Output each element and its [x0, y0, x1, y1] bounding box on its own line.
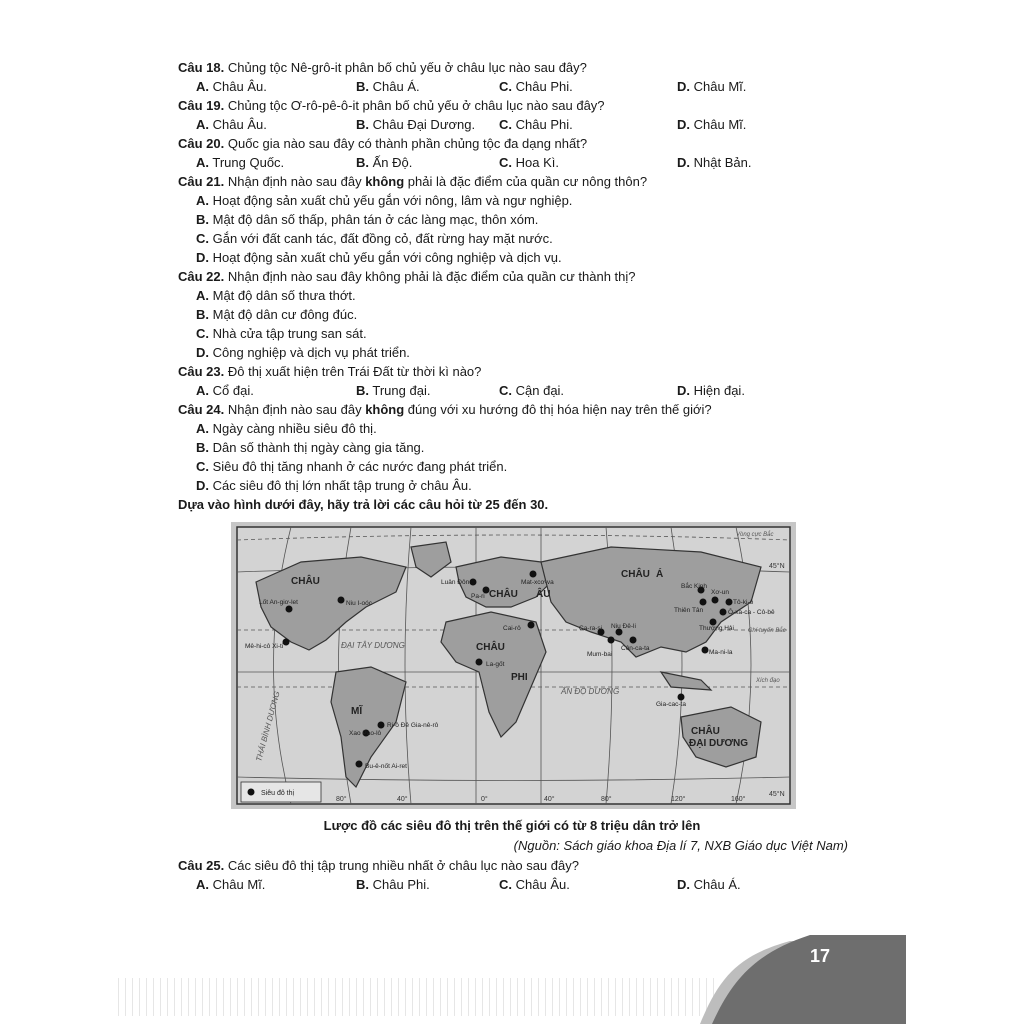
svg-text:Xao Pao-lô: Xao Pao-lô	[349, 730, 382, 737]
option-c: C. Cận đại.	[499, 383, 565, 398]
svg-text:Xích đạo: Xích đạo	[756, 678, 780, 684]
question-label: Câu 18.	[178, 60, 225, 75]
city-dot	[720, 609, 727, 616]
question-label: Câu 23.	[178, 364, 225, 379]
option-b: B. Mật độ dân số thấp, phân tán ở các làng mạc, thôn xóm.	[196, 212, 539, 227]
svg-text:Côn-ca-ta: Côn-ca-ta	[621, 645, 650, 652]
options-20	[178, 153, 898, 172]
question-25	[178, 856, 898, 875]
svg-text:160°: 160°	[731, 796, 746, 803]
city-dot	[286, 606, 293, 613]
city-dot	[356, 761, 363, 768]
option-d: D. Hiện đại.	[677, 383, 745, 398]
question-22	[178, 267, 898, 286]
label-indian: ẤN ĐỘ DƯƠNG	[561, 687, 620, 696]
label-atlantic: ĐẠI TÂY DƯƠNG	[341, 641, 405, 650]
question-20	[178, 134, 898, 153]
svg-text:Mê-hi-cô Xi-ti: Mê-hi-cô Xi-ti	[245, 643, 284, 650]
svg-text:120°: 120°	[671, 796, 686, 803]
option-d: D. Công nghiệp và dịch vụ phát triển.	[196, 345, 410, 360]
label-na: CHÂU	[291, 576, 320, 587]
option-a: A. Hoạt động sản xuất chủ yếu gắn với nông, lâm và ngư nghiệp.	[196, 193, 573, 208]
option-b: B. Trung đại.	[356, 383, 431, 398]
option-a: A. Trung Quốc.	[196, 155, 285, 170]
option-b: B. Ấn Độ.	[356, 155, 413, 170]
option-d: D. Hoạt động sản xuất chủ yếu gắn với công nghiệp và dịch vụ.	[196, 250, 562, 265]
option-b: B. Dân số thành thị ngày càng gia tăng.	[196, 440, 425, 455]
city-dot	[338, 597, 345, 604]
map-legend	[241, 782, 321, 802]
svg-text:La-gốt: La-gốt	[486, 661, 505, 668]
city-dot	[702, 647, 709, 654]
legend-dot	[248, 789, 255, 796]
map-source: (Nguồn: Sách giáo khoa Địa lí 7, NXB Giáo dục Việt Nam)	[513, 838, 848, 853]
svg-text:Niu I-oóc: Niu I-oóc	[346, 600, 373, 607]
svg-text:45°N: 45°N	[769, 791, 785, 798]
option-c: C. Nhà cửa tập trung san sát.	[196, 326, 367, 341]
question-25-block	[178, 856, 898, 894]
svg-text:80°: 80°	[601, 796, 612, 803]
svg-text:Ri-ô Đê Gia-nê-rô: Ri-ô Đê Gia-nê-rô	[387, 722, 439, 729]
option-a: A. Cổ đại.	[196, 383, 254, 398]
question-24: Câu 24. Nhận định nào sau đây không đúng với xu hướng đô thị hóa hiện nay trên thế giới?	[178, 402, 712, 417]
city-dot	[476, 659, 483, 666]
city-dot	[630, 637, 637, 644]
label-asia-1: CHÂU	[621, 569, 650, 580]
svg-text:Ma-ni-la: Ma-ni-la	[709, 649, 733, 656]
question-label: Câu 20.	[178, 136, 225, 151]
page-number-tab	[700, 935, 906, 1024]
option-d: D. Châu Mĩ.	[677, 117, 747, 132]
city-dot	[700, 599, 707, 606]
options-23	[178, 381, 898, 400]
city-dot	[528, 622, 535, 629]
label-pacific: THÁI BÌNH DƯƠNG	[254, 690, 282, 763]
label-oceania-2: ĐẠI DƯƠNG	[689, 738, 749, 749]
question-list	[178, 58, 898, 514]
svg-text:Lốt An-giơ-let: Lốt An-giơ-let	[259, 599, 298, 606]
svg-text:Luân Đôn: Luân Đôn	[441, 579, 470, 586]
option-d: D. Nhật Bản.	[677, 155, 752, 170]
page-number: 17	[810, 946, 831, 966]
label-asia-2: Á	[656, 569, 664, 580]
option-d: D. Các siêu đô thị lớn nhất tập trung ở châu Âu.	[196, 478, 472, 493]
question-label: Câu 19.	[178, 98, 225, 113]
question-label: Câu 21.	[178, 174, 225, 189]
city-dot	[712, 597, 719, 604]
svg-text:0°: 0°	[481, 796, 488, 803]
svg-text:40°: 40°	[544, 796, 555, 803]
option-a: A. Châu Âu.	[196, 117, 267, 132]
svg-text:Cai-rô: Cai-rô	[503, 625, 521, 632]
option-b: B. Châu Đại Dương.	[356, 117, 476, 132]
svg-text:80°: 80°	[336, 796, 347, 803]
question-text: Chủng tộc Nê-grô-it phân bố chủ yếu ở châu lục nào sau đây?	[224, 60, 587, 75]
legend-label: Siêu đô thị	[261, 790, 295, 797]
question-label: Câu 24.	[178, 402, 225, 417]
svg-text:Tô-ki-ô: Tô-ki-ô	[733, 599, 754, 606]
question-text: Nhận định nào sau đây không phải là đặc điểm của quần cư thành thị?	[224, 269, 636, 284]
svg-text:Pa-ri: Pa-ri	[471, 593, 485, 600]
city-dot	[678, 694, 685, 701]
option-c: C. Gắn với đất canh tác, đất đồng cỏ, đất rừng hay mặt nước.	[196, 231, 553, 246]
svg-text:Xơ-un: Xơ-un	[711, 589, 729, 596]
svg-text:Ô-xa-ca - Cô-bê: Ô-xa-ca - Cô-bê	[728, 609, 775, 616]
svg-text:Bắc Kinh: Bắc Kinh	[681, 583, 708, 590]
svg-text:Vòng cực Bắc: Vòng cực Bắc	[736, 532, 774, 538]
map-caption: Lược đồ các siêu đô thị trên thế giới có từ 8 triệu dân trở lên	[323, 818, 701, 833]
label-oceania-1: CHÂU	[691, 726, 720, 737]
label-africa-1: CHÂU	[476, 642, 505, 653]
option-a: A. Mật độ dân số thưa thớt.	[196, 288, 356, 303]
label-sa: MĨ	[351, 706, 363, 717]
option-c: C. Châu Phi.	[499, 79, 573, 94]
label-europe-2: ÂU	[536, 589, 551, 600]
question-text: Đô thị xuất hiện trên Trái Đất từ thời kì nào?	[224, 364, 482, 379]
option-c: C. Châu Âu.	[499, 877, 570, 892]
option-b: B. Châu Á.	[356, 79, 420, 94]
option-a: A. Ngày càng nhiều siêu đô thị.	[196, 421, 377, 436]
question-21: Câu 21. Nhận định nào sau đây không phải là đặc điểm của quần cư nông thôn?	[178, 174, 648, 189]
question-18	[178, 58, 898, 77]
svg-text:Bu-ê-nốt Ai-ret: Bu-ê-nốt Ai-ret	[365, 763, 407, 770]
option-d: D. Châu Mĩ.	[677, 79, 747, 94]
city-dot	[530, 571, 537, 578]
option-c: C. Châu Phi.	[499, 117, 573, 132]
svg-text:45°N: 45°N	[769, 563, 785, 570]
question-label: Câu 25.	[178, 858, 225, 873]
city-dot	[608, 637, 615, 644]
question-19	[178, 96, 898, 115]
svg-text:Thiên Tân: Thiên Tân	[674, 607, 704, 614]
svg-text:Gia-cac-ta: Gia-cac-ta	[656, 701, 686, 708]
question-text: Chủng tộc Ơ-rô-pê-ô-it phân bố chủ yếu ở châu lục nào sau đây?	[224, 98, 605, 113]
label-europe-1: CHÂU	[489, 589, 518, 600]
option-a: A. Châu Âu.	[196, 79, 267, 94]
options-19	[178, 115, 898, 134]
options-25	[178, 875, 898, 894]
question-23	[178, 362, 898, 381]
city-dot	[378, 722, 385, 729]
question-text: Quốc gia nào sau đây có thành phần chủng tộc đa dạng nhất?	[224, 136, 588, 151]
option-c: C. Siêu đô thị tăng nhanh ở các nước đang phát triển.	[196, 459, 508, 474]
city-dot	[726, 599, 733, 606]
svg-text:Thượng Hải: Thượng Hải	[699, 625, 734, 632]
world-megacities-map	[231, 522, 796, 809]
city-dot	[470, 579, 477, 586]
option-b: B. Châu Phi.	[356, 877, 430, 892]
svg-text:Chí tuyến Bắc: Chí tuyến Bắc	[748, 628, 786, 634]
svg-text:Ca-ra-si: Ca-ra-si	[579, 625, 603, 632]
options-18	[178, 77, 898, 96]
footer-decoration	[118, 978, 718, 1016]
svg-text:Mat-xcơ-va: Mat-xcơ-va	[521, 579, 554, 586]
svg-text:Mum-bai: Mum-bai	[587, 651, 613, 658]
city-dot	[283, 639, 290, 646]
option-a: A. Châu Mĩ.	[196, 877, 266, 892]
question-text: Các siêu đô thị tập trung nhiều nhất ở châu lục nào sau đây?	[224, 858, 579, 873]
option-d: D. Châu Á.	[677, 877, 741, 892]
question-label: Câu 22.	[178, 269, 225, 284]
svg-text:40°: 40°	[397, 796, 408, 803]
map-instruction: Dựa vào hình dưới đây, hãy trả lời các câu hỏi từ 25 đến 30.	[178, 497, 549, 512]
option-b: B. Mật độ dân cư đông đúc.	[196, 307, 358, 322]
svg-text:Niu Đê-li: Niu Đê-li	[611, 623, 636, 630]
option-c: C. Hoa Kì.	[499, 155, 559, 170]
label-africa-2: PHI	[511, 672, 528, 683]
